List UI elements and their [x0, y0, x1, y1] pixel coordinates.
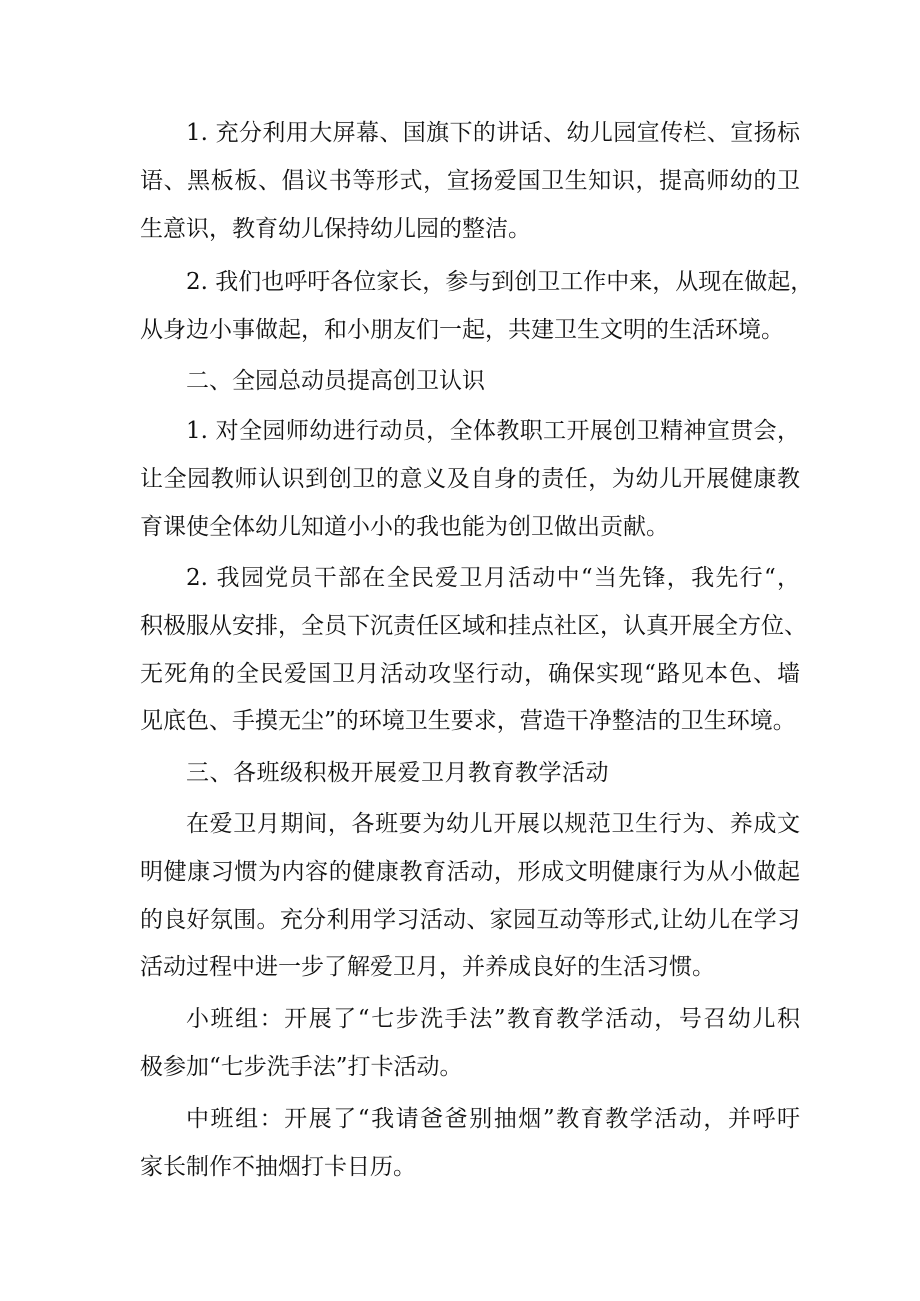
paragraph-line: 家长制作不抽烟打卡日历。: [140, 1154, 416, 1180]
paragraph-line: 无死角的全民爱国卫月活动攻坚行动，确保实现“路见本色、墙: [140, 661, 800, 687]
paragraph-line: 1. 充分利用大屏幕、国旗下的讲话、幼儿园宣传栏、宣扬标: [186, 120, 800, 146]
paragraph-line: 明健康习惯为内容的健康教育活动，形成文明健康行为从小做起: [140, 859, 800, 885]
paragraph-line: 2. 我们也呼吁各位家长，参与到创卫工作中来，从现在做起，: [186, 269, 814, 295]
paragraph-line: 小班组：开展了“七步洗手法”教育教学活动，号召幼儿积: [186, 1006, 800, 1032]
paragraph-line: 中班组：开展了“我请爸爸别抽烟”教育教学活动，并呼吁: [186, 1106, 800, 1132]
paragraph-line: 2. 我园党员干部在全民爱卫月活动中“当先锋，我先行“，: [186, 565, 800, 591]
paragraph-line: 育课使全体幼儿知道小小的我也能为创卫做出贡献。: [140, 514, 669, 540]
paragraph-line: 生意识，教育幼儿保持幼儿园的整洁。: [140, 216, 531, 242]
section-heading: 二、全园总动员提高创卫认识: [186, 368, 485, 394]
paragraph-line: 极参加“七步洗手法”打卡活动。: [140, 1054, 463, 1080]
paragraph-line: 积极服从安排，全员下沉责任区域和挂点社区，认真开展全方位、: [140, 613, 807, 639]
paragraph-line: 从身边小事做起，和小朋友们一起，共建卫生文明的生活环境。: [140, 317, 784, 343]
paragraph-line: 1. 对全园师幼进行动员，全体教职工开展创卫精神宣贯会，: [186, 418, 800, 444]
paragraph-line: 在爱卫月期间，各班要为幼儿开展以规范卫生行为、养成文: [186, 811, 800, 837]
paragraph-line: 让全园教师认识到创卫的意义及自身的责任，为幼儿开展健康教: [140, 466, 800, 492]
paragraph-line: 活动过程中进一步了解爱卫月，并养成良好的生活习惯。: [140, 954, 715, 980]
section-heading-bold: 三、各班级积极开展爱卫月教育教学活动: [186, 760, 609, 786]
paragraph-line: 的良好氛围。充分利用学习活动、家园互动等形式,让幼儿在学习: [140, 907, 800, 933]
paragraph-line: 语、黑板板、倡议书等形式，宣扬爱国卫生知识，提高师幼的卫: [140, 168, 800, 194]
paragraph-line: 见底色、手摸无尘”的环境卫生要求，营造干净整洁的卫生环境。: [140, 708, 796, 734]
